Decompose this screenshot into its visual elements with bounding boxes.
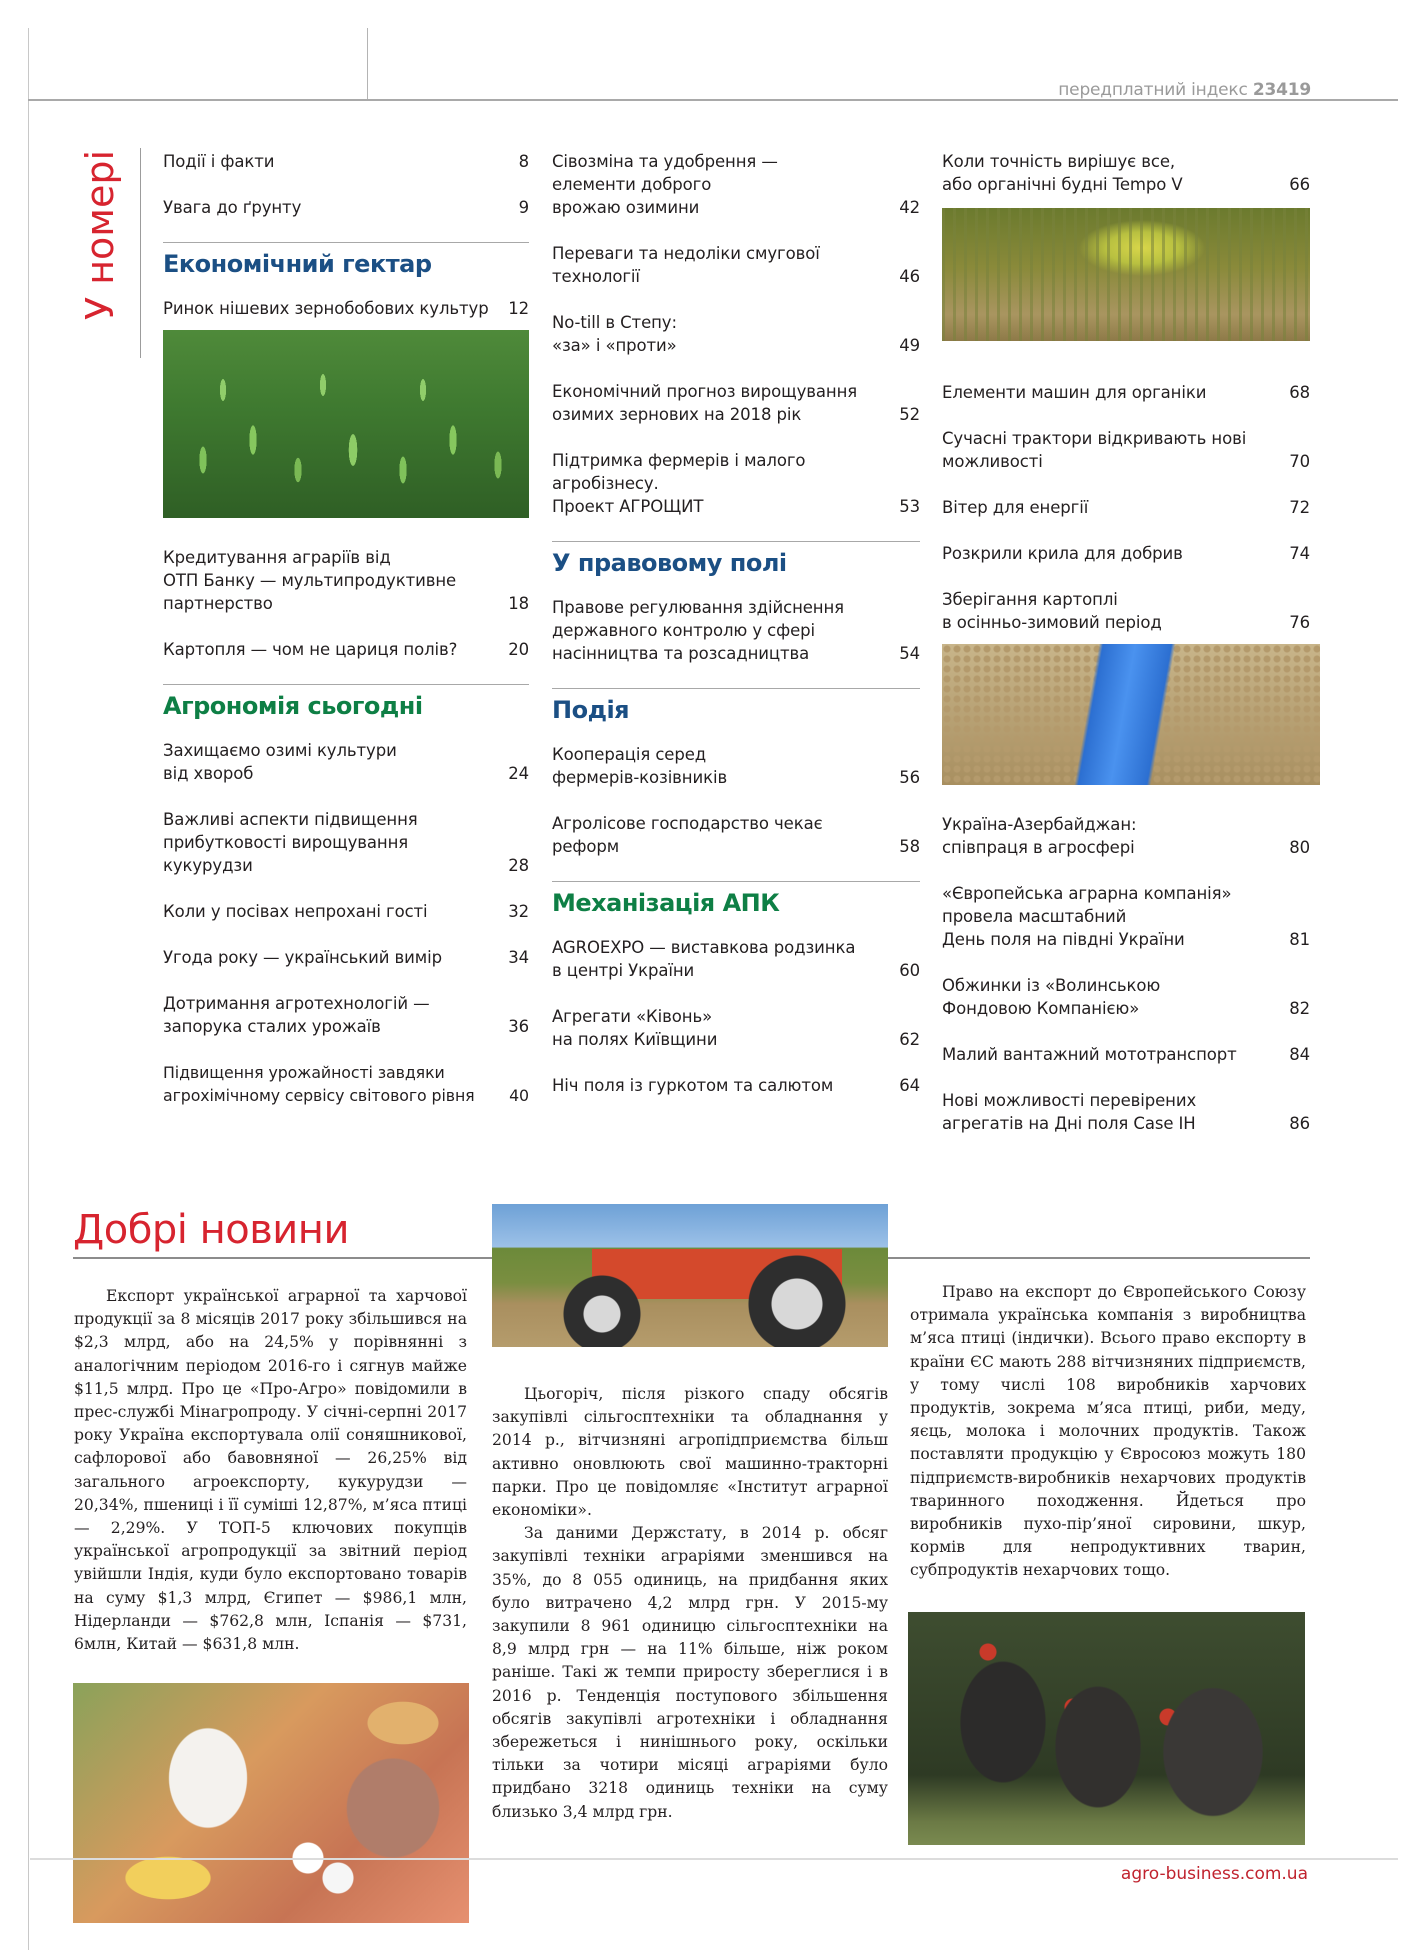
toc-item-title: Кредитування аграріїв від ОТП Банку — мультипродуктивне партнерство (163, 548, 457, 613)
toc-item-title: Україна-Азербайджан: співпраця в агросфері (942, 815, 1137, 857)
toc-item-title: Малий вантажний мототранспорт (942, 1045, 1237, 1064)
toc-item-page: 24 (508, 764, 529, 783)
section-mechanization (552, 881, 920, 920)
footer-website-link[interactable]: agro-business.com.ua (1120, 1864, 1308, 1884)
toc-item-page: 53 (899, 497, 920, 516)
subscription-index (1058, 80, 1311, 100)
toc-item-page: 46 (899, 267, 920, 286)
toc-item[interactable] (942, 496, 1310, 519)
section-heading: Подія (552, 696, 630, 724)
toc-item-title: Захищаємо озимі культури від хвороб (163, 741, 397, 783)
toc-item[interactable] (163, 546, 529, 615)
toc-item-title: Розкрили крила для добрив (942, 544, 1183, 563)
toc-item-page: 42 (899, 198, 920, 217)
soybean-field-photo (942, 208, 1310, 341)
toc-item[interactable] (552, 242, 920, 288)
article-paragraph: За даними Держстату, в 2014 р. обсяг закупівлі техніки аграріями зменшився на 35%, до 8 055 одиниць, на придбання яких було витрачено 4,2 млрд грн. У 2015-му закупили 8 961 одиницю сільгосптехніки на 8,9 млрд грн — на 11% більше, ніж роком раніше. Такі ж темпи приросту збереглися і в 2016 р. Тенденція поступового збільшення обсягів закупівлі агротехніки і обладнання збережеться і нинішнього року, оскільки тільки за чотири місяці аграріями було придбано 3218 одиниць техніки на суму близько 3,4 млрд грн. (492, 1524, 888, 1821)
toc-item[interactable] (163, 946, 529, 969)
toc-item-page: 40 (509, 1086, 529, 1105)
food-products-photo (73, 1683, 469, 1923)
toc-item-title: Елементи машин для органіки (942, 383, 1207, 402)
article-paragraph: Право на експорт до Європейського Союзу отримала українська компанія з виробництва м’яса птиці (індички). Всього право експорту в країни ЄС мають 288 вітчизняних підприємств, у тому числі 108 виробників харчових продуктів, зокрема м’яса птиці, риби, меду, яєць, молока і молочних продуктів. Також поставляти продукцію у Євросоюз можуть 180 підприємств-виробників нехарчових продуктів тваринного походження. Йдеться про виробників пухо-пір’яної сировини, шкур, кормів для непродуктивних тварин, субпродуктів нехарчових тощо. (910, 1283, 1306, 1580)
toc-item[interactable] (942, 813, 1310, 859)
article-eu-export (910, 1281, 1306, 1583)
toc-item-title: AGROEXPO — виставкова родзинка в центрі України (552, 938, 856, 980)
toc-item[interactable] (552, 150, 920, 219)
toc-item[interactable] (552, 743, 920, 789)
toc-item[interactable] (942, 427, 1310, 473)
toc-item-page: 54 (899, 644, 920, 663)
toc-item-title: Переваги та недоліки смугової технології (552, 244, 820, 286)
toc-item-page: 82 (1289, 999, 1310, 1018)
article-paragraph: Цьогоріч, після різкого спаду обсягів закупівлі сільгосптехніки та обладнання у 2014 р., вітчизняні агропідприємства більш активно оновлюють свої машинно-тракторні парки. Про це повідомляє «Інститут аграрної економіки». (492, 1385, 888, 1520)
footer-rule (30, 1858, 1398, 1860)
toc-item-page: 66 (1289, 175, 1310, 194)
toc-item-page: 32 (508, 902, 529, 921)
toc-item[interactable] (942, 588, 1310, 634)
toc-title-text: У номері (78, 149, 122, 321)
toc-item[interactable] (552, 449, 920, 518)
top-left-border (28, 28, 29, 1950)
toc-item-title: Підтримка фермерів і малого агробізнесу. Проект АГРОЩИТ (552, 451, 806, 516)
toc-item-page: 56 (899, 768, 920, 787)
toc-side-rule (140, 148, 141, 358)
toc-item-title: Події і факти (163, 152, 275, 171)
toc-item-title: Важливі аспекти підвищення прибутковості вирощування кукурудзи (163, 810, 418, 875)
section-heading: Агрономія сьогодні (163, 692, 423, 720)
toc-item-title: No-till в Степу: «за» і «проти» (552, 313, 677, 355)
section-heading: Економічний гектар (163, 250, 432, 278)
article-paragraph: Експорт української аграрної та харчової продукції за 8 місяців 2017 року збільшився на $2,3 млрд, або на 24,5% у порівнянні з аналогічним періодом 2016-го і сягнув майже $11,5 млрд. Про це «Про-Агро» повідомили в прес-службі Мінагропроду. У січні-серпні 2017 року Україна експортувала олії соняшникової, сафлорової або бавовняної — 26,25% від загального агроекспорту, кукурудзи — 20,34%, пшениці і її суміші 12,87%, м’яса птиці — 2,29%. У ТОП-5 ключових покупців української агропродукції за звітний період увійшли Індія, куди було експортовано товарів на суму $1,3 млрд, Єгипет — $986,1 млн, Нідерланди — $762,8 млн, Іспанія — $731, 6млн, Китай — $631,8 млн. (74, 1287, 467, 1654)
toc-item-page: 18 (508, 594, 529, 613)
toc-item-title: Коли точність вирішує все, або органічні будні Tempo V (942, 152, 1183, 194)
toc-item-page: 80 (1289, 838, 1310, 857)
toc-item[interactable] (942, 1089, 1310, 1135)
toc-item-page: 58 (899, 837, 920, 856)
toc-item[interactable] (163, 900, 529, 923)
toc-item-page: 60 (899, 961, 920, 980)
toc-column-3 (942, 150, 1310, 1158)
toc-item-title: Сівозміна та удобрення — елементи доброго врожаю озимини (552, 152, 778, 217)
article-export (74, 1285, 467, 1656)
toc-column-1 (163, 150, 529, 1130)
toc-item-page: 34 (508, 948, 529, 967)
toc-item-title: Підвищення урожайності завдяки агрохімічному сервісу світового рівня (163, 1063, 475, 1105)
toc-item-title: Сучасні трактори відкривають нові можливості (942, 429, 1247, 471)
toc-item-page: 76 (1289, 613, 1310, 632)
toc-item-title: Обжинки із «Волинською Фондовою Компанією» (942, 976, 1161, 1018)
toc-item-title: Кооперація серед фермерів-козівників (552, 745, 728, 787)
toc-item[interactable] (163, 150, 529, 173)
toc-title (70, 150, 130, 320)
top-divider (367, 28, 368, 100)
toc-item-title: Коли у посівах непрохані гості (163, 902, 428, 921)
toc-item[interactable] (552, 1005, 920, 1051)
toc-item-title: Агрегати «Ківонь» на полях Київщини (552, 1007, 718, 1049)
toc-item-page: 74 (1289, 544, 1310, 563)
subscription-number: 23419 (1252, 80, 1311, 100)
section-heading: У правовому полі (552, 549, 787, 577)
toc-item-page: 49 (899, 336, 920, 355)
section-event (552, 688, 920, 727)
toc-item[interactable] (942, 1043, 1310, 1066)
peas-photo (163, 330, 529, 518)
toc-item[interactable] (552, 936, 920, 982)
section-economic (163, 242, 529, 281)
toc-item[interactable] (163, 992, 529, 1038)
section-heading: Механізація АПК (552, 889, 780, 917)
toc-item-page: 28 (508, 856, 529, 875)
toc-item-page: 72 (1289, 498, 1310, 517)
toc-item-title: Ринок нішевих зернобобових культур (163, 299, 489, 318)
toc-item-page: 62 (899, 1030, 920, 1049)
subscription-label: передплатний індекс (1058, 80, 1248, 100)
potato-storage-photo (942, 644, 1320, 785)
toc-item-title: Увага до ґрунту (163, 198, 302, 217)
toc-item[interactable] (552, 812, 920, 858)
toc-item-page: 70 (1289, 452, 1310, 471)
toc-item-page: 86 (1289, 1114, 1310, 1133)
toc-item-page: 36 (508, 1017, 529, 1036)
toc-item-page: 20 (508, 640, 529, 659)
toc-item[interactable] (942, 542, 1310, 565)
toc-item[interactable] (163, 1061, 529, 1107)
toc-item-title: Правове регулювання здійснення державного контролю у сфері насінництва та розсадництва (552, 598, 845, 663)
toc-item-title: Нові можливості перевірених агрегатів на Дні поля Case IH (942, 1091, 1197, 1133)
toc-item-title: Ніч поля із гуркотом та салютом (552, 1076, 834, 1095)
toc-item-page: 9 (518, 198, 529, 217)
toc-item-title: Економічний прогноз вирощування озимих зернових на 2018 рік (552, 382, 858, 424)
toc-item-page: 52 (899, 405, 920, 424)
toc-item[interactable] (163, 196, 529, 219)
toc-item[interactable] (552, 380, 920, 426)
toc-column-2 (552, 150, 920, 1120)
toc-item[interactable] (163, 638, 529, 661)
toc-item-title: Угода року — український вимір (163, 948, 442, 967)
section-agronomy (163, 684, 529, 723)
toc-item[interactable] (942, 150, 1310, 196)
toc-item-title: Вітер для енергії (942, 498, 1089, 517)
toc-item[interactable] (552, 311, 920, 357)
toc-item-page: 84 (1289, 1045, 1310, 1064)
news-title: Добрі новини (73, 1207, 349, 1253)
toc-item[interactable] (163, 297, 529, 320)
toc-item[interactable] (552, 1074, 920, 1097)
toc-item[interactable] (942, 882, 1310, 951)
toc-item[interactable] (942, 381, 1310, 404)
toc-item-title: «Європейська аграрна компанія» провела масштабний День поля на півдні України (942, 884, 1232, 949)
toc-item-title: Картопля — чом не цариця полів? (163, 640, 458, 659)
toc-item[interactable] (552, 596, 920, 665)
toc-item-page: 68 (1289, 383, 1310, 402)
toc-item[interactable] (163, 808, 529, 877)
toc-item-page: 64 (899, 1076, 920, 1095)
toc-item[interactable] (942, 974, 1310, 1020)
toc-item-page: 12 (508, 299, 529, 318)
toc-item-title: Агролісове господарство чекає реформ (552, 814, 823, 856)
tractor-photo (492, 1204, 888, 1347)
article-machinery (492, 1383, 888, 1824)
turkeys-photo (908, 1612, 1305, 1845)
toc-item-page: 81 (1289, 930, 1310, 949)
toc-item-page: 8 (518, 152, 529, 171)
toc-item[interactable] (163, 739, 529, 785)
toc-item-title: Зберігання картоплі в осінньо-зимовий період (942, 590, 1162, 632)
toc-item-title: Дотримання агротехнологій — запорука сталих урожаїв (163, 994, 430, 1036)
section-legal (552, 541, 920, 580)
